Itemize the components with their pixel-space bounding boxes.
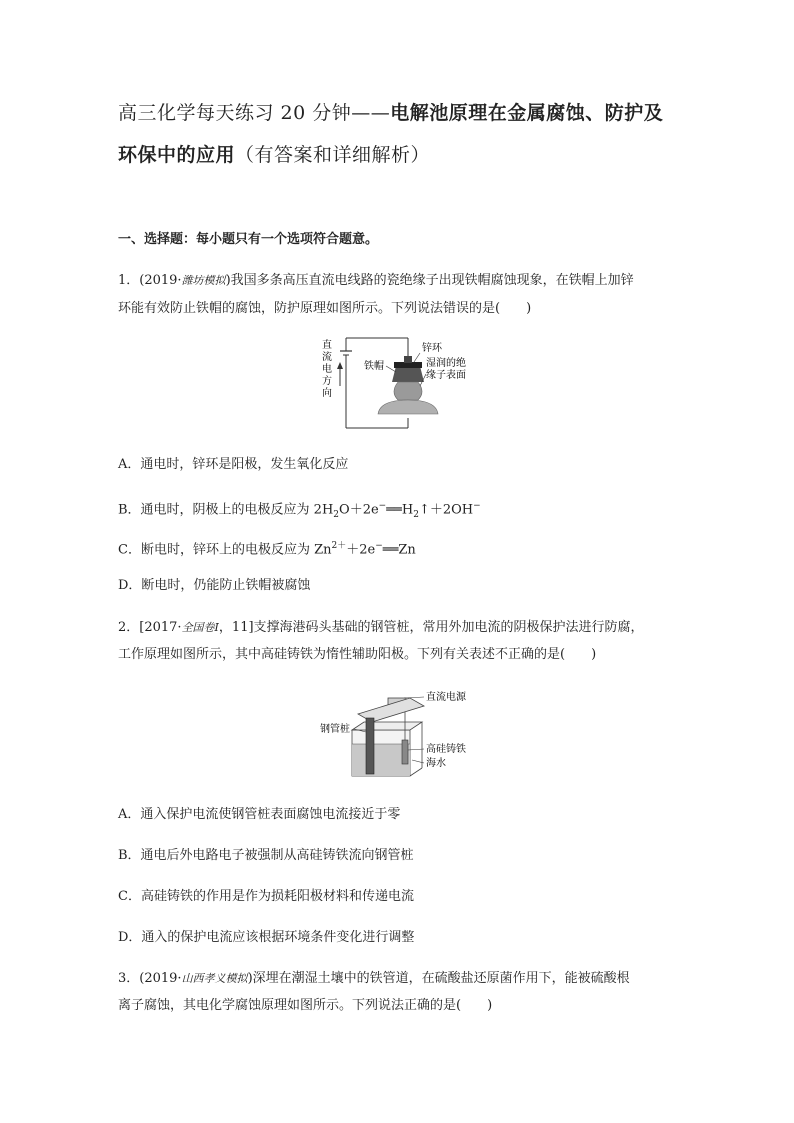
q1-line2: 环能有效防止铁帽的腐蚀，防护原理如图所示。下列说法错误的是( ) (118, 301, 532, 316)
silicon-iron-icon (402, 740, 408, 764)
q3-source: 山西孝义模拟 (181, 972, 248, 985)
title-part4: （有答案和详细解析） (235, 144, 431, 166)
fig1-dir-4: 方 (322, 376, 332, 387)
fig1-dir-3: 电 (322, 364, 332, 375)
q1-option-d: D．断电时，仍能防止铁帽被腐蚀 (118, 578, 311, 593)
fig2-iron-label: 高硅铸铁 (426, 744, 466, 755)
q3-line1: 3．(2019·山西孝义模拟)深埋在潮湿土壤中的铁管道，在硫酸盐还原菌作用下，能被硫酸根 (118, 971, 630, 986)
fig2-sea-label: 海水 (426, 758, 446, 769)
q2-option-a: A．通入保护电流使钢管桩表面腐蚀电流接近于零 (118, 807, 401, 822)
q1-option-a: A．通电时，锌环是阳极，发生氧化反应 (118, 457, 349, 472)
q2-option-c: C．高硅铸铁的作用是作为损耗阳极材料和传递电流 (118, 889, 414, 904)
fig1-wet-label-1: 湿润的绝 (426, 358, 466, 369)
document-title (118, 92, 688, 176)
steel-pile-icon (366, 718, 374, 774)
fig1-zinc-label: 锌环 (422, 343, 442, 354)
fig1-cap-label: 铁帽 (364, 361, 384, 372)
q1-option-c: C．断电时，锌环上的电极反应为 $Zn^{2+}+2e^-══Zn$ (118, 541, 416, 558)
fig1-dir-1: 直 (322, 340, 332, 351)
q3-line2: 离子腐蚀，其电化学腐蚀原理如图所示。下列说法正确的是( ) (118, 998, 493, 1013)
q1-option-b: B．通电时，阴极上的电极反应为 $2H_2O+2e^-══H_2↑+2OH^-$ (118, 501, 481, 520)
q2-line2: 工作原理如图所示，其中高硅铸铁为惰性辅助阳极。下列有关表述不正确的是( ) (118, 647, 597, 662)
title-part2: 电解池原理在金属腐蚀、防护及 (390, 102, 664, 124)
q1-source: 潍坊模拟 (181, 274, 226, 287)
q1-figure (316, 336, 476, 432)
fig1-wet-label-2: 缘子表面 (426, 370, 466, 381)
q2-line1: 2．[2017·全国卷Ⅰ，11]支撑海港码头基础的钢管桩，常用外加电流的阴极保护法进行防腐， (118, 620, 644, 635)
fig2-power-label: 直流电源 (426, 692, 466, 703)
q2-figure (316, 684, 506, 782)
iron-cap-icon (392, 366, 424, 382)
fig2-pile-label: 钢管桩 (320, 724, 350, 735)
fig1-dir-2: 流 (322, 352, 332, 363)
fig1-dir-5: 向 (322, 388, 332, 399)
q2-source: 全国卷Ⅰ (181, 621, 219, 634)
q2-option-d: D．通入的保护电流应该根据环境条件变化进行调整 (118, 930, 415, 945)
q1-line1: 1．(2019·潍坊模拟)我国多条高压直流电线路的瓷绝缘子出现铁帽腐蚀现象，在铁帽上加锌 (118, 273, 634, 288)
section-heading: 一、选择题：每小题只有一个选项符合题意。 (118, 232, 379, 247)
title-part3: 环保中的应用 (118, 144, 236, 166)
q2-option-b: B．通电后外电路电子被强制从高硅铸铁流向钢管桩 (118, 848, 414, 863)
title-part1: 高三化学每天练习 20 分钟—— (118, 102, 391, 124)
insulator-icon (378, 400, 438, 414)
